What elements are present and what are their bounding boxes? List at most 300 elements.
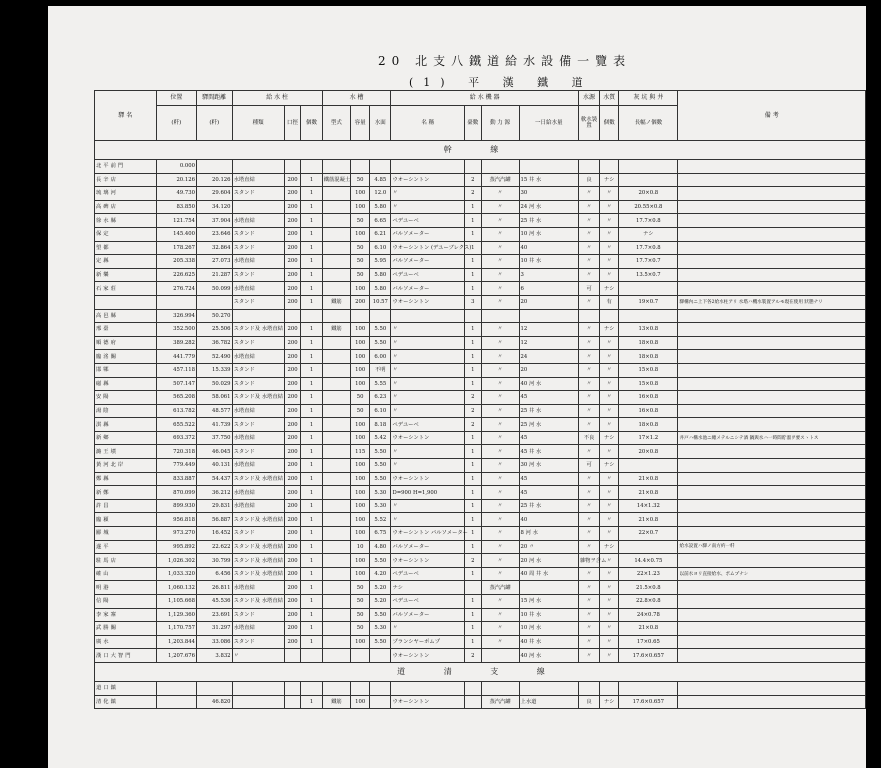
cell-kind: スタンド及 水塔直結 <box>232 513 284 527</box>
cell-pos: 441.779 <box>156 350 196 364</box>
cell-cnt: 1 <box>301 581 322 595</box>
cell-dist: 58.061 <box>196 391 232 405</box>
cell-src: 45 <box>519 486 578 500</box>
cell-dist: 3.832 <box>196 649 232 663</box>
cell-q: 良 <box>578 695 599 709</box>
cell-src: 12 <box>519 336 578 350</box>
cell-q: 〃 <box>578 513 599 527</box>
cell-cap: 50 <box>351 255 370 269</box>
cell-pos <box>156 695 196 709</box>
cell-cap: 50 <box>351 391 370 405</box>
cell-h: 6.00 <box>370 350 391 364</box>
cell-src: 25 井 水 <box>519 499 578 513</box>
table-row <box>95 608 866 622</box>
cell-cnt: 1 <box>301 323 322 337</box>
section-branch-label: 道 清 支 線 <box>95 662 866 681</box>
cell-station: 定縣 <box>95 255 157 269</box>
cell-dims: 17×1.2 <box>619 431 678 445</box>
cell-rem <box>678 695 866 709</box>
cell-h <box>370 695 391 709</box>
cell-pump: プランシヤーポムプ <box>391 635 465 649</box>
cell-soft: 〃 <box>600 255 619 269</box>
cell-power: 〃 <box>481 635 519 649</box>
cell-pcount: 1 <box>465 513 482 527</box>
cell-tank <box>322 418 350 432</box>
cell-station: 徐水縣 <box>95 214 157 228</box>
cell-src: 24 河 水 <box>519 200 578 214</box>
cell-dist: 36.782 <box>196 336 232 350</box>
cell-station: 琉璃河 <box>95 187 157 201</box>
cell-kind: 水塔直結 <box>232 486 284 500</box>
table-row <box>95 513 866 527</box>
cell-power: 蒸汽汽罐 <box>481 695 519 709</box>
table-row <box>95 323 866 337</box>
col-source: 水源 <box>578 91 599 106</box>
cell-kind: スタンド及 水塔直結 <box>232 472 284 486</box>
cell-cnt: 1 <box>301 227 322 241</box>
cell-power: 〃 <box>481 336 519 350</box>
cell-pos: 1,060.132 <box>156 581 196 595</box>
cell-src: 上水道 <box>519 695 578 709</box>
cell-q: 〃 <box>578 649 599 663</box>
cell-h <box>370 649 391 663</box>
cell-power: 〃 <box>481 377 519 391</box>
cell-dims: 20×0.8 <box>619 445 678 459</box>
col-well-count: 個數 <box>600 106 619 141</box>
col-tank-height: 水面 <box>370 106 391 141</box>
cell-pcount: 1 <box>465 622 482 636</box>
cell-src: 3 <box>519 268 578 282</box>
cell-cnt: 1 <box>301 459 322 473</box>
cell-power: 〃 <box>481 486 519 500</box>
cell-station: 武勝關 <box>95 622 157 636</box>
cell-tank <box>322 513 350 527</box>
cell-pump: 〃 <box>391 404 465 418</box>
cell-pos: 49.730 <box>156 187 196 201</box>
cell-q: 〃 <box>578 377 599 391</box>
table-row <box>95 404 866 418</box>
cell-cnt: 1 <box>301 200 322 214</box>
cell-station: 新鄉 <box>95 431 157 445</box>
cell-soft: 〃 <box>600 513 619 527</box>
cell-kind: スタンド及 水塔直結 <box>232 567 284 581</box>
cell-pump <box>391 160 465 174</box>
cell-q: 〃 <box>578 499 599 513</box>
cell-dims: 18×0.8 <box>619 336 678 350</box>
cell-station: 臨洺關 <box>95 350 157 364</box>
table-row <box>95 241 866 255</box>
cell-cnt: 1 <box>301 540 322 554</box>
cell-src: 24 <box>519 350 578 364</box>
cell-q: 〃 <box>578 404 599 418</box>
cell-h <box>370 309 391 323</box>
cell-cnt: 1 <box>301 350 322 364</box>
cell-pcount: 2 <box>465 418 482 432</box>
cell-h: 5.30 <box>370 486 391 500</box>
cell-power: 〃 <box>481 459 519 473</box>
cell-soft: 〃 <box>600 445 619 459</box>
cell-pos: 693.372 <box>156 431 196 445</box>
cell-bore <box>284 309 301 323</box>
cell-pos: 178.267 <box>156 241 196 255</box>
cell-cap: 100 <box>351 350 370 364</box>
col-hydrant-bore: 口徑 <box>284 106 301 141</box>
cell-pump: ウオーシントン (デユーブレクス) <box>391 241 465 255</box>
cell-q: 〃 <box>578 323 599 337</box>
cell-bore: 200 <box>284 418 301 432</box>
cell-kind: スタンド <box>232 445 284 459</box>
cell-dims: 21×0.8 <box>619 622 678 636</box>
cell-tank <box>322 187 350 201</box>
cell-pcount: 2 <box>465 554 482 568</box>
cell-bore: 200 <box>284 227 301 241</box>
cell-cap: 50 <box>351 241 370 255</box>
table-row <box>95 622 866 636</box>
cell-soft: 〃 <box>600 241 619 255</box>
cell-tank <box>322 200 350 214</box>
table-row <box>95 445 866 459</box>
cell-kind: スタンド <box>232 295 284 309</box>
cell-dist: 20.126 <box>196 173 232 187</box>
cell-q: 〃 <box>578 391 599 405</box>
cell-dist: 36.212 <box>196 486 232 500</box>
cell-pos: 779.449 <box>156 459 196 473</box>
cell-cnt: 1 <box>301 595 322 609</box>
cell-h: 5.20 <box>370 595 391 609</box>
cell-pump: 〃 <box>391 363 465 377</box>
cell-kind: スタンド <box>232 418 284 432</box>
cell-h: 6.10 <box>370 241 391 255</box>
cell-cnt: 1 <box>301 295 322 309</box>
cell-power: 〃 <box>481 227 519 241</box>
cell-pump <box>391 309 465 323</box>
cell-pcount <box>465 160 482 174</box>
cell-dist: 46.045 <box>196 445 232 459</box>
cell-pump: ウオーシントン バルソメーター <box>391 527 465 541</box>
cell-src: 45 <box>519 472 578 486</box>
cell-cnt: 1 <box>301 377 322 391</box>
cell-pump: バルソメーター <box>391 540 465 554</box>
cell-cap: 100 <box>351 567 370 581</box>
cell-soft: 〃 <box>600 227 619 241</box>
col-quality: 水質 <box>600 91 619 106</box>
cell-pcount: 1 <box>465 567 482 581</box>
cell-h: 6.23 <box>370 391 391 405</box>
cell-station: 潞王墳 <box>95 445 157 459</box>
cell-dist: 52.490 <box>196 350 232 364</box>
cell-power: 〃 <box>481 391 519 405</box>
cell-src: 45 井 水 <box>519 445 578 459</box>
cell-pcount: 1 <box>465 363 482 377</box>
cell-station: 長辛店 <box>95 173 157 187</box>
cell-tank <box>322 486 350 500</box>
cell-bore <box>284 695 301 709</box>
cell-dist: 23.646 <box>196 227 232 241</box>
col-daily-supply: 一日給水量 <box>519 106 578 141</box>
cell-kind: 水塔直結 <box>232 622 284 636</box>
col-machine: 給 水 機 器 <box>391 91 578 106</box>
cell-cap: 100 <box>351 472 370 486</box>
cell-h: 5.50 <box>370 445 391 459</box>
cell-cap: 100 <box>351 187 370 201</box>
cell-dims: ナシ <box>619 227 678 241</box>
cell-dims <box>619 459 678 473</box>
cell-pump: バルソメーター <box>391 282 465 296</box>
cell-bore: 200 <box>284 200 301 214</box>
cell-bore: 200 <box>284 581 301 595</box>
cell-pos: 226.625 <box>156 268 196 282</box>
col-tank: 水 槽 <box>322 91 391 106</box>
cell-cnt: 1 <box>301 554 322 568</box>
cell-h: 4.20 <box>370 567 391 581</box>
cell-src: 15 井 水 <box>519 173 578 187</box>
cell-rem <box>678 459 866 473</box>
cell-pos: 613.782 <box>156 404 196 418</box>
cell-q: 〃 <box>578 622 599 636</box>
cell-dims: 17.7×0.8 <box>619 241 678 255</box>
cell-dist: 31.297 <box>196 622 232 636</box>
cell-src: 40 周 井 水 <box>519 567 578 581</box>
cell-dist <box>196 295 232 309</box>
cell-station: 黃河北岸 <box>95 459 157 473</box>
cell-h <box>370 160 391 174</box>
cell-dist: 37.904 <box>196 214 232 228</box>
cell-station: 廣水 <box>95 635 157 649</box>
cell-power: 〃 <box>481 268 519 282</box>
cell-cap: 100 <box>351 418 370 432</box>
table-row <box>95 635 866 649</box>
table-row <box>95 350 866 364</box>
cell-soft: 〃 <box>600 268 619 282</box>
cell-src: 40 <box>519 241 578 255</box>
cell-q: 〃 <box>578 350 599 364</box>
cell-power: 〃 <box>481 255 519 269</box>
cell-pos: 1,033.320 <box>156 567 196 581</box>
cell-dist: 30.799 <box>196 554 232 568</box>
cell-cnt: 1 <box>301 527 322 541</box>
cell-kind <box>232 309 284 323</box>
cell-h: 5.95 <box>370 255 391 269</box>
cell-pos: 870.099 <box>156 486 196 500</box>
cell-pump: 〃 <box>391 622 465 636</box>
cell-bore <box>284 160 301 174</box>
cell-station: 新樂 <box>95 268 157 282</box>
cell-dist: 25.506 <box>196 323 232 337</box>
page-subtitle: (1) 平 漢 鐵 道 <box>409 76 593 89</box>
cell-cnt: 1 <box>301 418 322 432</box>
cell-rem <box>678 377 866 391</box>
cell-pump <box>391 681 465 695</box>
cell-pos: 956.818 <box>156 513 196 527</box>
cell-station: 淇縣 <box>95 418 157 432</box>
cell-pump: ウオーシントン <box>391 649 465 663</box>
cell-dist: 22.622 <box>196 540 232 554</box>
cell-q: 〃 <box>578 200 599 214</box>
cell-soft: 〃 <box>600 336 619 350</box>
cell-cap: 50 <box>351 581 370 595</box>
cell-soft: 〃 <box>600 187 619 201</box>
cell-soft: 〃 <box>600 622 619 636</box>
cell-src: 45 <box>519 431 578 445</box>
cell-pcount: 1 <box>465 323 482 337</box>
cell-soft: 〃 <box>600 499 619 513</box>
cell-cap: 50 <box>351 608 370 622</box>
cell-h: 不明 <box>370 363 391 377</box>
col-distance: 驛間距離 <box>196 91 232 106</box>
cell-soft: ナシ <box>600 540 619 554</box>
cell-power: 蒸汽汽罐 <box>481 581 519 595</box>
cell-power <box>481 681 519 695</box>
col-position: 位置 <box>156 91 196 106</box>
cell-dims: 20×0.8 <box>619 187 678 201</box>
cell-pos: 145.400 <box>156 227 196 241</box>
cell-h: 5.50 <box>370 608 391 622</box>
cell-dims: 24×0.78 <box>619 608 678 622</box>
cell-station: 順德府 <box>95 336 157 350</box>
cell-pcount: 1 <box>465 635 482 649</box>
cell-pump: バルソメーター <box>391 227 465 241</box>
cell-dist: 50.099 <box>196 282 232 296</box>
table-row <box>95 160 866 174</box>
cell-dims <box>619 282 678 296</box>
cell-h: 5.80 <box>370 200 391 214</box>
cell-tank <box>322 431 350 445</box>
cell-power: 〃 <box>481 567 519 581</box>
cell-dims: 18×0.8 <box>619 418 678 432</box>
cell-pump: 〃 <box>391 459 465 473</box>
cell-station <box>95 295 157 309</box>
cell-soft: 〃 <box>600 418 619 432</box>
col-hydrant: 給 水 柱 <box>232 91 322 106</box>
cell-cap <box>351 649 370 663</box>
cell-cap: 100 <box>351 486 370 500</box>
cell-pump: ウオーシントン <box>391 431 465 445</box>
cell-dims: 21×0.8 <box>619 513 678 527</box>
cell-src: 20 <box>519 295 578 309</box>
cell-cnt <box>301 649 322 663</box>
cell-pcount: 1 <box>465 377 482 391</box>
cell-rem <box>678 282 866 296</box>
cell-pos: 1,105.668 <box>156 595 196 609</box>
cell-q: 〃 <box>578 445 599 459</box>
cell-power: 〃 <box>481 241 519 255</box>
cell-pos: 0.000 <box>156 160 196 174</box>
cell-soft <box>600 309 619 323</box>
col-station: 驛 名 <box>95 91 157 141</box>
cell-src: 20 〃 <box>519 540 578 554</box>
cell-src: 15 河 水 <box>519 595 578 609</box>
cell-kind: スタンド <box>232 363 284 377</box>
cell-src: 20 河 水 <box>519 554 578 568</box>
cell-src: 8 河 水 <box>519 527 578 541</box>
cell-pump: ウオーシントン <box>391 472 465 486</box>
cell-station: 北平前門 <box>95 160 157 174</box>
cell-bore: 200 <box>284 282 301 296</box>
table-row <box>95 282 866 296</box>
cell-pcount: 1 <box>465 255 482 269</box>
cell-q: 〃 <box>578 581 599 595</box>
cell-bore: 200 <box>284 214 301 228</box>
cell-soft: ナシ <box>600 695 619 709</box>
cell-kind: 水塔直結 <box>232 255 284 269</box>
cell-rem <box>678 363 866 377</box>
cell-tank <box>322 608 350 622</box>
cell-dims: 21×0.8 <box>619 486 678 500</box>
cell-cap: 100 <box>351 695 370 709</box>
cell-tank <box>322 527 350 541</box>
cell-soft: 〃 <box>600 472 619 486</box>
cell-rem <box>678 595 866 609</box>
cell-soft: 〃 <box>600 608 619 622</box>
cell-cap: 50 <box>351 214 370 228</box>
cell-bore: 200 <box>284 445 301 459</box>
cell-src: 12 <box>519 323 578 337</box>
table-row <box>95 255 866 269</box>
cell-dims: 17×0.65 <box>619 635 678 649</box>
cell-src: 40 河 水 <box>519 377 578 391</box>
cell-dims: 16×0.8 <box>619 391 678 405</box>
cell-station: 信陽 <box>95 595 157 609</box>
cell-station: 明港 <box>95 581 157 595</box>
cell-pcount: 1 <box>465 608 482 622</box>
cell-station: 新鄭 <box>95 486 157 500</box>
cell-power: 〃 <box>481 200 519 214</box>
cell-bore: 200 <box>284 635 301 649</box>
cell-pos: 1,207.676 <box>156 649 196 663</box>
cell-dist: 50.270 <box>196 309 232 323</box>
cell-cap <box>351 160 370 174</box>
table-row <box>95 431 866 445</box>
cell-tank: 鐵筋 <box>322 295 350 309</box>
cell-cap: 50 <box>351 268 370 282</box>
cell-kind: スタンド <box>232 608 284 622</box>
cell-q: 〃 <box>578 418 599 432</box>
table-header-row <box>95 91 866 106</box>
cell-cap: 100 <box>351 499 370 513</box>
cell-src: 25 井 水 <box>519 214 578 228</box>
table-row <box>95 200 866 214</box>
cell-cap: 50 <box>351 404 370 418</box>
cell-station: 遂平 <box>95 540 157 554</box>
cell-soft: ナシ <box>600 323 619 337</box>
cell-kind: スタンド <box>232 227 284 241</box>
cell-cap: 50 <box>351 622 370 636</box>
cell-dist: 41.739 <box>196 418 232 432</box>
cell-pcount <box>465 695 482 709</box>
cell-dims: 15×0.8 <box>619 363 678 377</box>
cell-src: 30 河 水 <box>519 459 578 473</box>
cell-pos: 1,203.844 <box>156 635 196 649</box>
cell-rem <box>678 622 866 636</box>
cell-rem <box>678 635 866 649</box>
cell-dims: 20.55×0.8 <box>619 200 678 214</box>
cell-kind: 〃 <box>232 649 284 663</box>
cell-cnt: 1 <box>301 404 322 418</box>
cell-tank <box>322 160 350 174</box>
cell-rem <box>678 486 866 500</box>
cell-tank <box>322 595 350 609</box>
cell-tank <box>322 459 350 473</box>
cell-power: 〃 <box>481 527 519 541</box>
cell-pcount: 2 <box>465 649 482 663</box>
cell-pcount <box>465 581 482 595</box>
cell-tank <box>322 635 350 649</box>
cell-tank <box>322 391 350 405</box>
cell-soft: 〃 <box>600 200 619 214</box>
cell-tank <box>322 445 350 459</box>
cell-kind: 水塔直結 <box>232 350 284 364</box>
col-pump-name: 名 稱 <box>391 106 465 141</box>
